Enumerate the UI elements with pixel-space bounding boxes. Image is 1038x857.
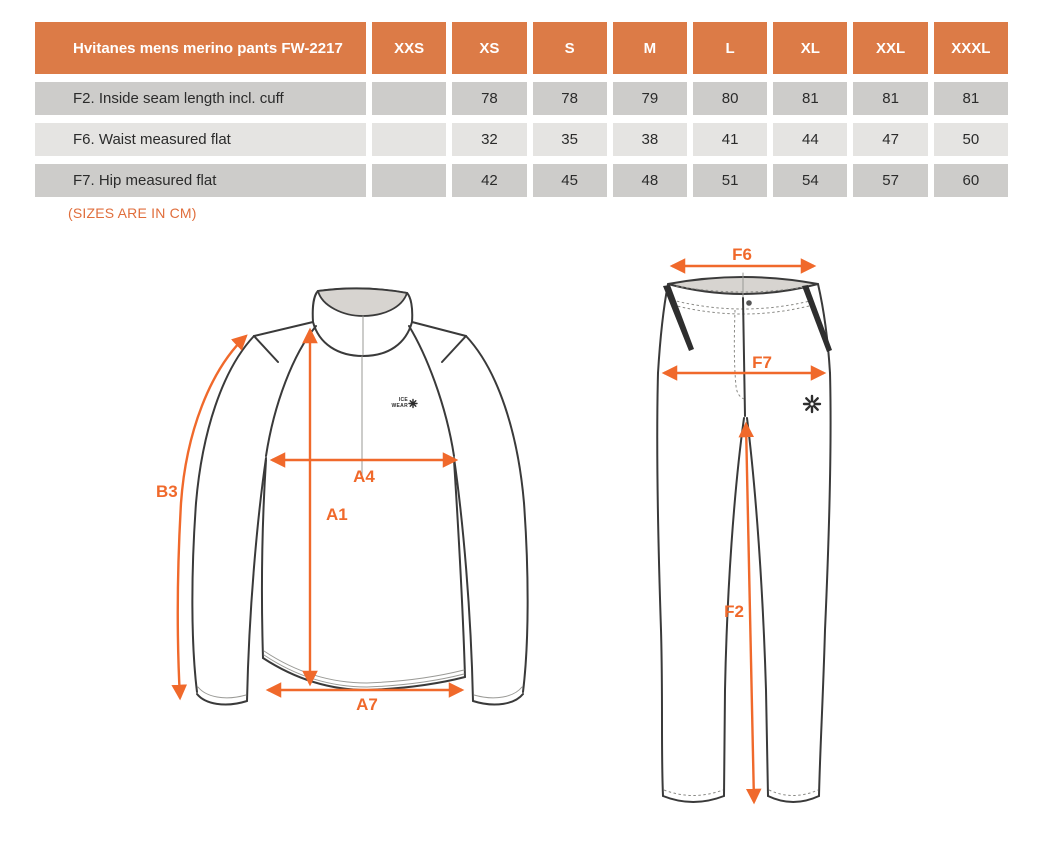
measurement-value: 81 (773, 82, 847, 115)
size-column-header: L (693, 22, 767, 74)
measurement-value: 81 (934, 82, 1008, 115)
measurement-value: 80 (693, 82, 767, 115)
left-hem-stitch (664, 790, 723, 796)
right-leg-hem (768, 796, 819, 802)
b3-label: B3 (156, 482, 178, 501)
measurement-value: 57 (853, 164, 927, 197)
measurement-value: 79 (613, 82, 687, 115)
left-pocket-opening (663, 285, 694, 351)
size-column-header: XS (452, 22, 526, 74)
measurement-value: 42 (452, 164, 526, 197)
measurement-value (372, 164, 446, 197)
waist-button (746, 300, 752, 306)
collar-inside (318, 288, 407, 316)
right-cuff (473, 694, 523, 705)
measurement-value: 38 (613, 123, 687, 156)
left-cuff (197, 694, 247, 705)
measurement-value: 32 (452, 123, 526, 156)
size-column-header: S (533, 22, 607, 74)
measurement-value (372, 82, 446, 115)
left-sleeve-outer-seam (192, 336, 254, 692)
size-column-header: XXL (853, 22, 927, 74)
size-column-header: XXXL (934, 22, 1008, 74)
pants-diagram (630, 240, 870, 850)
size-column-header: XXS (372, 22, 446, 74)
logo-snowflake-icon (409, 400, 417, 408)
product-title: Hvitanes mens merino pants FW-2217 (35, 22, 366, 74)
hem (263, 658, 465, 690)
f2-label: F2 (724, 602, 744, 621)
measurement-value: 51 (693, 164, 767, 197)
measurement-value: 60 (934, 164, 1008, 197)
table-row (35, 82, 1008, 115)
measurement-value: 81 (853, 82, 927, 115)
a4-label: A4 (353, 467, 375, 486)
right-shoulder-dart (442, 336, 466, 362)
measurement-value: 50 (934, 123, 1008, 156)
a7-label: A7 (356, 695, 378, 714)
measurement-label: F2. Inside seam length incl. cuff (35, 82, 366, 115)
measurement-value: 45 (533, 164, 607, 197)
measurement-label: F6. Waist measured flat (35, 123, 366, 156)
measurement-value: 44 (773, 123, 847, 156)
left-leg-outer-seam (657, 373, 663, 796)
table-header-row (35, 22, 1008, 74)
measurement-value: 35 (533, 123, 607, 156)
left-hip-seam (658, 284, 668, 373)
left-shoulder-seam (254, 322, 313, 336)
measurement-label: F7. Hip measured flat (35, 164, 366, 197)
measurement-value: 48 (613, 164, 687, 197)
right-hem-stitch (769, 790, 818, 796)
left-raglan-seam (266, 326, 316, 456)
right-shoulder-seam (412, 322, 466, 336)
sizes-unit-note: (SIZES ARE IN CM) (68, 205, 197, 221)
pants-drawing (630, 240, 870, 850)
measurement-value: 78 (452, 82, 526, 115)
measurement-value: 47 (853, 123, 927, 156)
right-cuff-stitch (474, 687, 522, 698)
right-pocket-opening (802, 285, 832, 352)
left-shoulder-dart (254, 336, 278, 362)
left-leg-hem (663, 796, 724, 802)
f7-label: F7 (752, 353, 772, 372)
right-sleeve-outer-seam (466, 336, 528, 692)
left-cuff-stitch (198, 687, 246, 698)
snowflake-icon (804, 396, 820, 412)
shirt-drawing (150, 258, 570, 738)
measurement-value: 78 (533, 82, 607, 115)
brand-logo-text: ICE (398, 397, 408, 403)
measurement-value: 41 (693, 123, 767, 156)
brand-logo-text: WEAR (391, 403, 408, 409)
size-column-header: M (613, 22, 687, 74)
b3-sleeve-length-arrow (178, 336, 246, 698)
right-leg-outer-seam (819, 373, 831, 796)
f6-label: F6 (732, 245, 752, 264)
size-table (29, 14, 1014, 205)
measurement-value: 54 (773, 164, 847, 197)
table-row (35, 123, 1008, 156)
f2-inseam-arrow (746, 424, 754, 802)
shirt-diagram (150, 258, 570, 738)
hem-stitch (264, 655, 464, 687)
right-raglan-seam (409, 326, 454, 456)
size-column-header: XL (773, 22, 847, 74)
measurement-value (372, 123, 446, 156)
hem-stitch (264, 651, 464, 683)
a1-label: A1 (326, 505, 348, 524)
table-row (35, 164, 1008, 197)
